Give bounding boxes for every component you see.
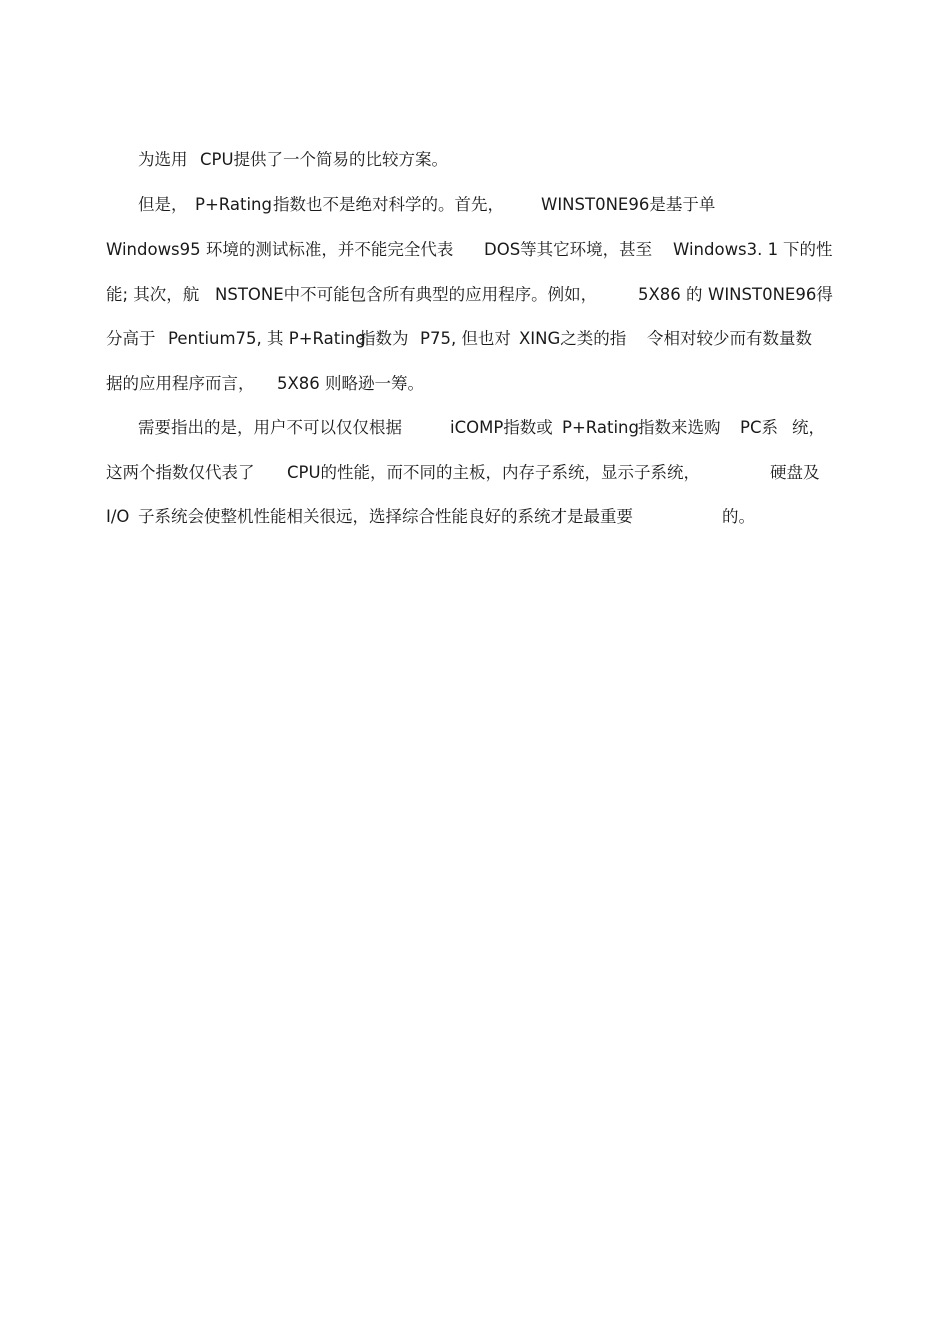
- text-segment: 令相对较少而有数量数: [647, 329, 812, 348]
- text-segment: 指数也不是绝对科学的。首先，: [273, 195, 504, 214]
- text-segment: 能; 其次，航: [106, 285, 200, 304]
- text-segment: iCOMP指数或: [450, 418, 553, 437]
- text-segment: CPU的性能，而不同的主板，内存子系统，显示子系统，: [287, 463, 701, 482]
- text-segment: 下的性: [783, 240, 833, 259]
- text-segment: 为选用: [138, 150, 188, 169]
- text-segment: 硬盘及: [770, 463, 820, 482]
- text-segment: 的。: [722, 507, 755, 526]
- text-segment: 但是，: [138, 195, 188, 214]
- text-segment: 5X86 的: [638, 285, 703, 304]
- text-segment: XING之类的指: [519, 329, 627, 348]
- text-line-5: [0, 324, 950, 354]
- text-segment: 子系统会使整机性能相关很远，选择综合性能良好的系统才是最重要: [138, 507, 633, 526]
- text-segment: P+Rating: [195, 195, 272, 214]
- text-line-8: [0, 458, 950, 488]
- text-line-2: [0, 190, 950, 220]
- text-segment: Pentium75, 其 P+Rating: [168, 329, 366, 348]
- text-line-6: [0, 369, 950, 399]
- text-segment: P+Rating: [562, 418, 639, 437]
- text-segment: Windows95 环境的测试标准，并不能完全代表: [106, 240, 454, 259]
- text-segment: DOS等其它环境，甚至: [484, 240, 653, 259]
- text-segment: 需要指出的是，用户不可以仅仅根据: [138, 418, 402, 437]
- text-segment: 据的应用程序而言，: [106, 374, 255, 393]
- text-segment: I/O: [106, 507, 130, 526]
- text-segment: 5X86 则略逊一筹。: [277, 374, 425, 393]
- text-segment: WINST0NE96是基于单: [541, 195, 716, 214]
- text-segment: 统，: [792, 418, 825, 437]
- text-segment: 指数来选购: [638, 418, 721, 437]
- text-segment: CPU提供了一个简易的比较方案。: [200, 150, 449, 169]
- text-segment: 指数为: [359, 329, 409, 348]
- text-line-4: [0, 280, 950, 310]
- text-segment: Windows3. 1: [673, 240, 779, 259]
- text-segment: NSTONE中不可能包含所有典型的应用程序。例如，: [215, 285, 598, 304]
- text-line-7: [0, 413, 950, 443]
- text-line-9: [0, 502, 950, 532]
- text-segment: 这两个指数仅代表了: [106, 463, 255, 482]
- text-segment: P75, 但也对: [420, 329, 511, 348]
- text-line-3: [0, 235, 950, 265]
- text-segment: PC系: [740, 418, 778, 437]
- text-segment: WINST0NE96得: [708, 285, 833, 304]
- text-line-1: [0, 145, 950, 175]
- text-segment: 分高于: [106, 329, 156, 348]
